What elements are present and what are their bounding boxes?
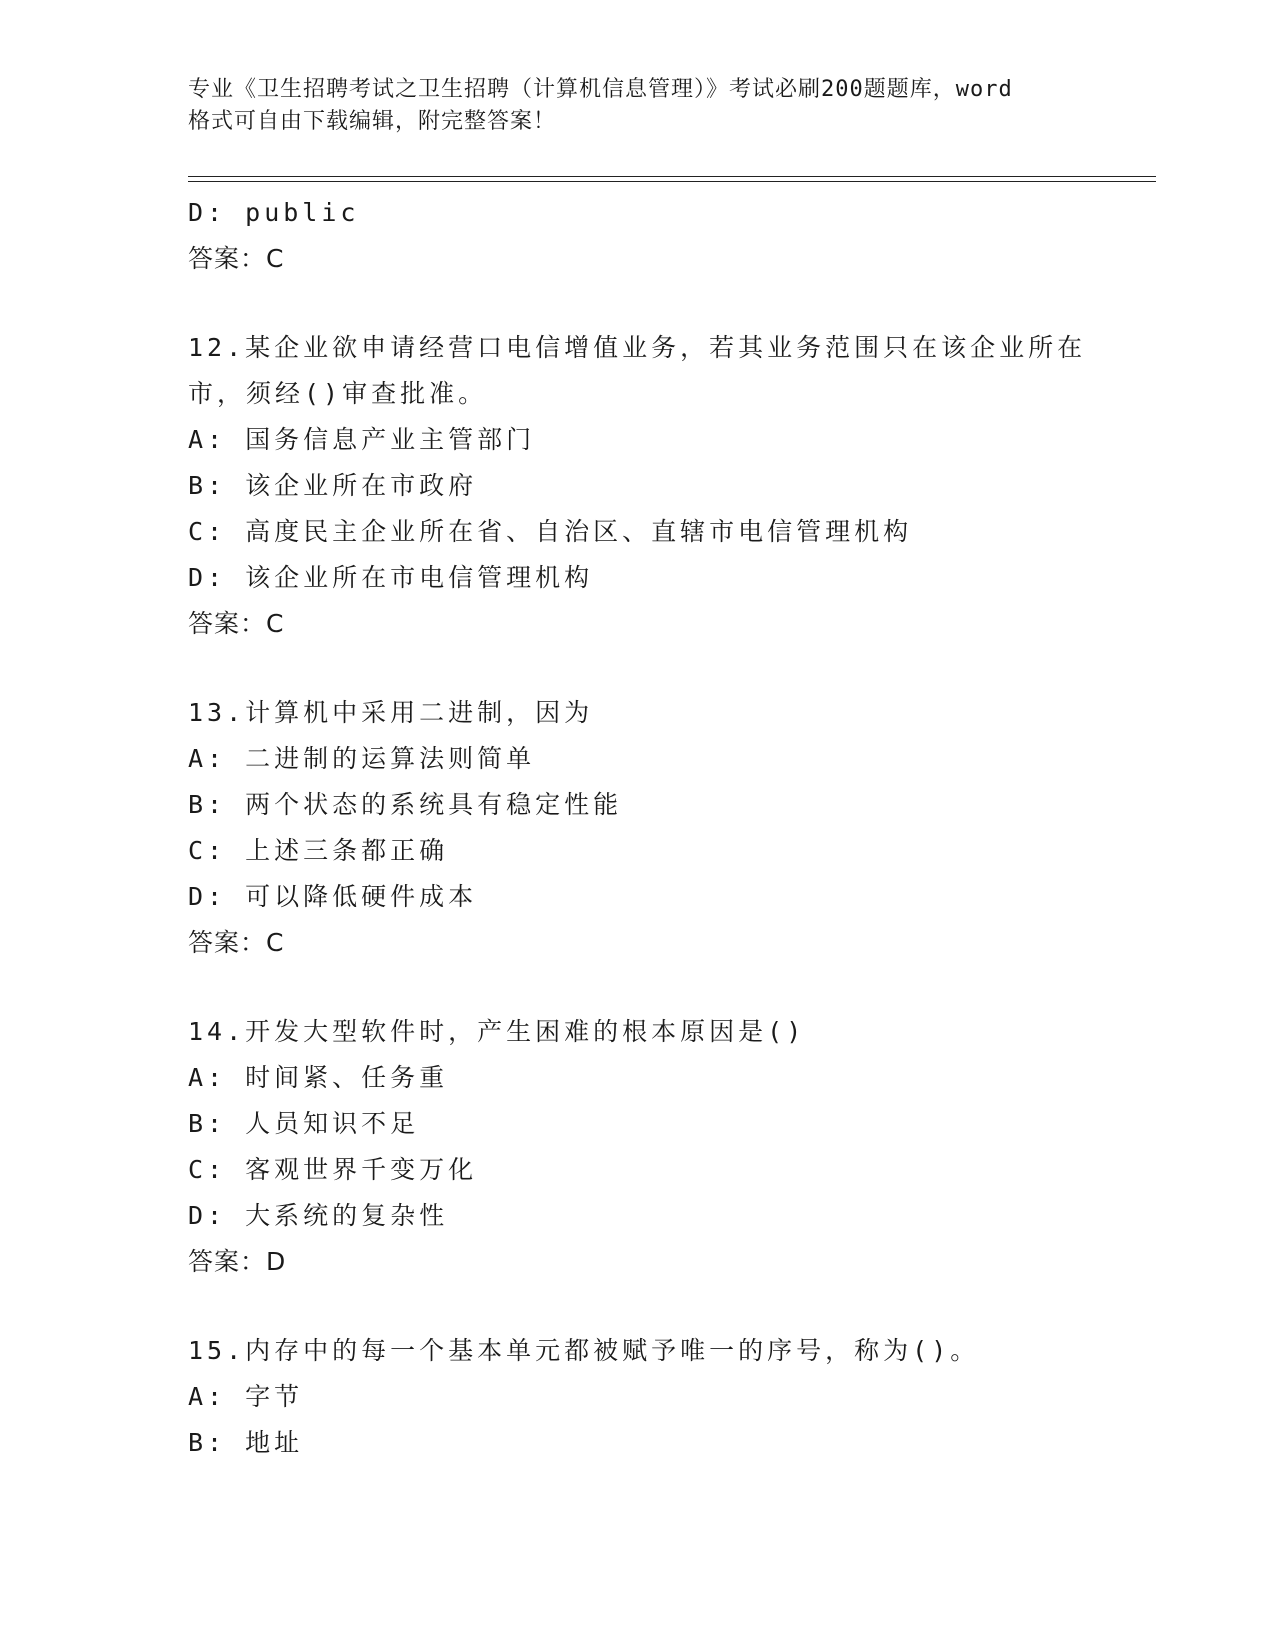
- option-d: D: 可以降低硬件成本: [188, 882, 478, 911]
- header-divider-top: [188, 176, 1156, 177]
- header-line-1: 专业《卫生招聘考试之卫生招聘（计算机信息管理）》考试必刷200题题库，word: [188, 77, 1013, 102]
- option-d: D: public: [188, 198, 360, 227]
- answer: 答案：D: [188, 1247, 287, 1276]
- option-c: C: 客观世界千变万化: [188, 1155, 478, 1184]
- option-a: A: 时间紧、任务重: [188, 1063, 449, 1092]
- previous-question-tail: [188, 190, 1148, 282]
- question-text-line: 15.内存中的每一个基本单元都被赋予唯一的序号，称为()。: [188, 1336, 980, 1365]
- option-b: B: 地址: [188, 1428, 304, 1457]
- option-b: B: 该企业所在市政府: [188, 471, 478, 500]
- option-b: B: 两个状态的系统具有稳定性能: [188, 790, 623, 819]
- answer: 答案：C: [188, 244, 285, 273]
- question-text-line: 12.某企业欲申请经营口电信增值业务，若其业务范围只在该企业所在: [188, 333, 1087, 362]
- question-text-line: 14.开发大型软件时，产生困难的根本原因是(): [188, 1017, 806, 1046]
- question-12: [188, 325, 1148, 647]
- question-text-line: 市，须经()审查批准。: [188, 379, 488, 408]
- document-header: [188, 74, 1088, 138]
- option-d: D: 该企业所在市电信管理机构: [188, 563, 594, 592]
- option-d: D: 大系统的复杂性: [188, 1201, 449, 1230]
- option-a: A: 国务信息产业主管部门: [188, 425, 536, 454]
- option-c: C: 上述三条都正确: [188, 836, 449, 865]
- option-a: A: 二进制的运算法则简单: [188, 744, 536, 773]
- question-text-line: 13.计算机中采用二进制，因为: [188, 698, 594, 727]
- header-divider-bottom: [188, 181, 1156, 182]
- answer: 答案：C: [188, 609, 285, 638]
- option-a: A: 字节: [188, 1382, 304, 1411]
- question-list: [188, 190, 1148, 1466]
- question-13: [188, 690, 1148, 966]
- option-b: B: 人员知识不足: [188, 1109, 420, 1138]
- header-line-2: 格式可自由下载编辑，附完整答案！: [188, 109, 557, 134]
- answer: 答案：C: [188, 928, 285, 957]
- question-15: [188, 1328, 1148, 1466]
- option-c: C: 高度民主企业所在省、自治区、直辖市电信管理机构: [188, 517, 913, 546]
- question-14: [188, 1009, 1148, 1285]
